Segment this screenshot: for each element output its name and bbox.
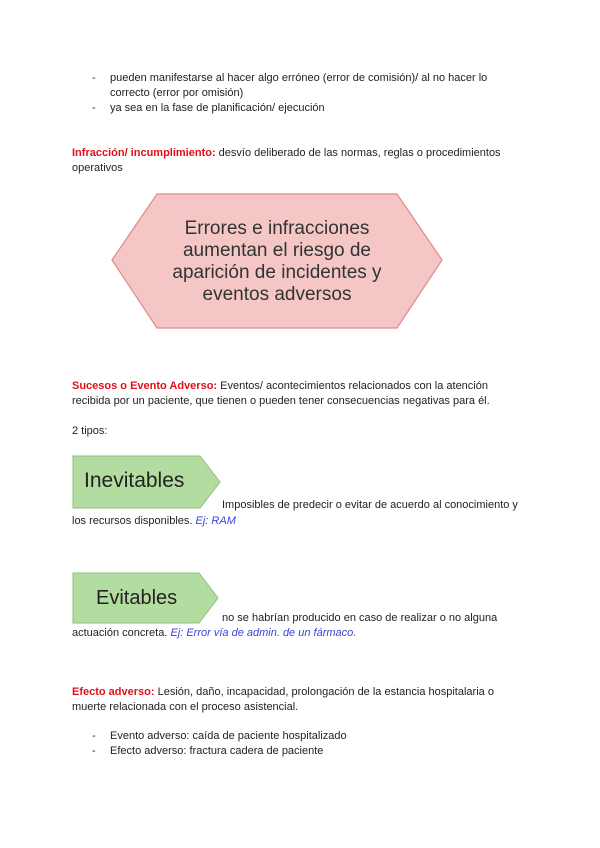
sucesos-definition: Eventos/ acontecimientos relacionados con la atención	[217, 380, 488, 392]
efecto-term: Efecto adverso:	[72, 686, 155, 698]
infraccion-definition-continued: operativos	[72, 162, 123, 174]
efecto-definition: Lesión, daño, incapacidad, prolongación de la estancia hospitalaria o	[154, 686, 494, 698]
hexagon-text	[150, 218, 404, 306]
sucesos-paragraph	[72, 379, 488, 394]
hexagon-line: Errores e infracciones	[184, 218, 370, 239]
bullet-text: Evento adverso: caída de paciente hospitalizado	[110, 730, 347, 742]
inevitables-description-continued	[72, 514, 236, 529]
inevitables-description: Imposibles de predecir o evitar de acuerdo al conocimiento y	[222, 499, 518, 511]
bullet-text: pueden manifestarse al hacer algo erróneo (error de comisión)/ al no hacer lo	[110, 72, 488, 84]
bullet-dash: -	[92, 102, 96, 114]
sucesos-term: Sucesos o Evento Adverso:	[72, 380, 218, 392]
efecto-definition-continued: muerte relacionada con el proceso asistencial.	[72, 701, 299, 713]
bullet-text: ya sea en la fase de planificación/ ejecución	[110, 102, 325, 114]
inevitables-example: Ej: RAM	[195, 515, 236, 527]
bullet-dash: -	[92, 745, 96, 757]
sucesos-definition-continued: recibida por un paciente, que tienen o pueden tener consecuencias negativas para él.	[72, 395, 490, 407]
evitables-example: Ej: Error vía de admin. de un fármaco.	[170, 627, 357, 639]
efecto-paragraph	[72, 685, 494, 700]
tipos-label: 2 tipos:	[72, 425, 108, 437]
evitables-desc-text: actuación concreta.	[72, 627, 171, 639]
evitables-label: Evitables	[96, 587, 178, 609]
infraccion-definition: desvío deliberado de las normas, reglas o procedimientos	[215, 147, 501, 159]
infraccion-term: Infracción/ incumplimiento:	[72, 147, 216, 159]
bullet-text-continued: correcto (error por omisión)	[110, 87, 244, 99]
inevitables-label: Inevitables	[84, 469, 185, 492]
evitables-description-continued	[72, 626, 356, 641]
hexagon-line: eventos adversos	[202, 284, 352, 305]
evitables-description: no se habrían producido en caso de realizar o no alguna	[222, 612, 498, 624]
infraccion-paragraph	[72, 146, 501, 161]
hexagon-line: aumentan el riesgo de	[182, 240, 371, 261]
bullet-dash: -	[92, 730, 96, 742]
bullet-text: Efecto adverso: fractura cadera de paciente	[110, 745, 324, 757]
bullet-dash: -	[92, 72, 96, 84]
inevitables-desc-text: los recursos disponibles.	[72, 515, 196, 527]
hexagon-line: aparición de incidentes y	[172, 262, 382, 283]
